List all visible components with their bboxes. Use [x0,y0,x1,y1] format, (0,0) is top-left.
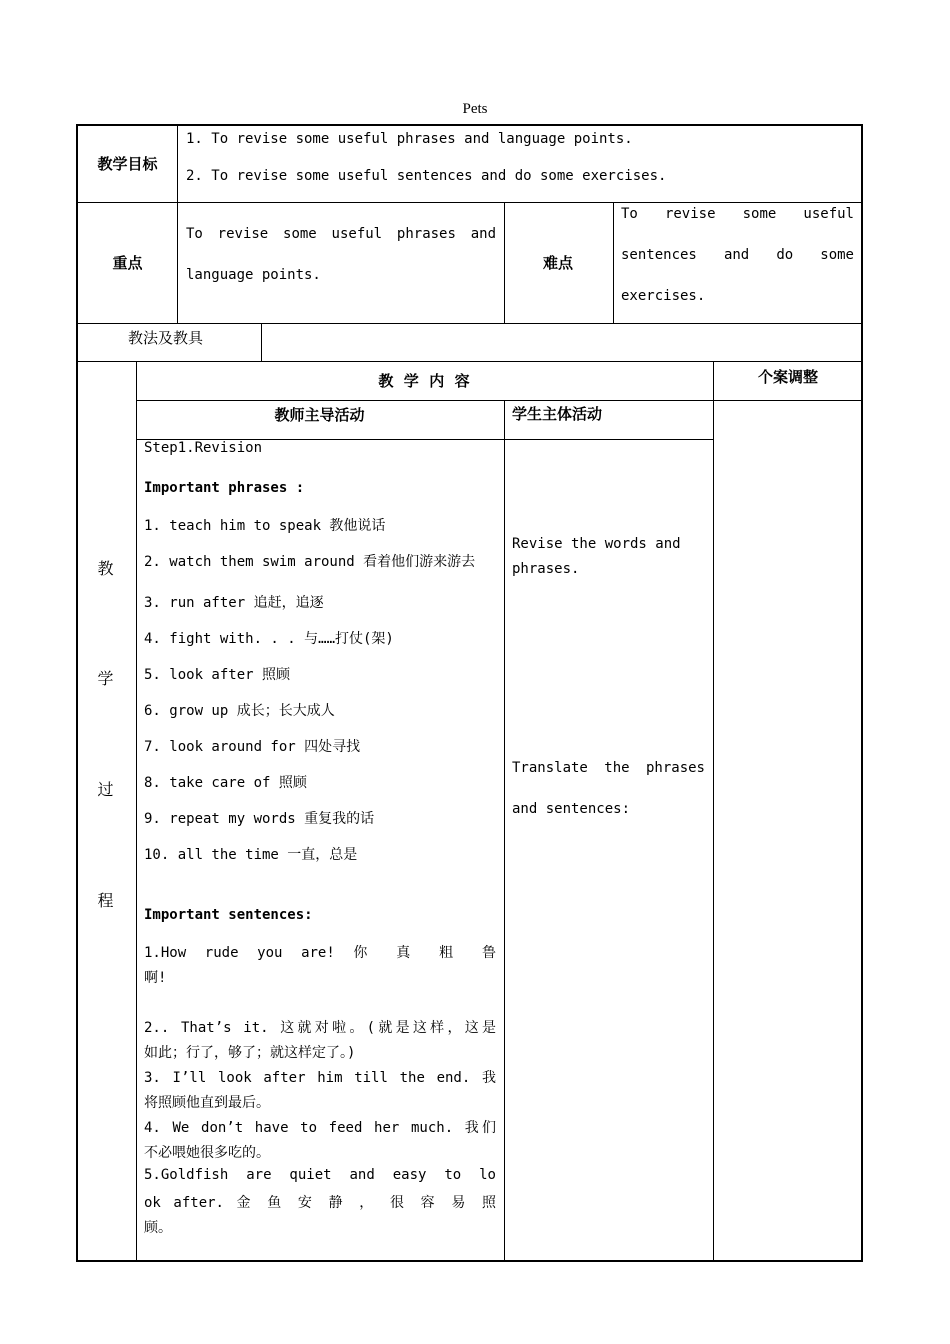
phrase-item: 2. watch them swim around 看着他们游来游去 [144,554,476,570]
sentence-line: 不必喂她很多吃的。 [144,1145,270,1161]
student-activity-line: phrases. [512,561,580,577]
sentence-line: 如此；行了，够了；就这样定了。) [144,1045,356,1061]
key-points-line: To revise some useful phrases and [186,226,496,242]
student-activity-line: Revise the words and [512,536,681,552]
sentences-title: Important sentences: [144,907,313,923]
difficulties-label: 难点 [542,253,573,272]
phrase-item: 5. look after 照顾 [144,667,291,683]
adjust-header: 个案调整 [757,367,818,386]
key-points-content [186,202,496,322]
sentence-line: 啊! [144,970,167,986]
sentence-line: 将照顾他直到最后。 [144,1095,270,1111]
process-label-char: 程 [97,891,114,910]
phrase-item: 10. all the time 一直，总是 [144,847,358,863]
objective-item: 2. To revise some useful sentences and do some exercises. [186,168,667,184]
objectives-label: 教学目标 [97,155,158,173]
phrase-item: 9. repeat my words 重复我的话 [144,811,375,827]
phrase-item: 4. fight with. . . 与……打仗(架) [144,631,394,647]
difficulties-line: sentences and do some [621,247,854,263]
phrase-item: 6. grow up 成长；长大成人 [144,703,335,719]
process-label-char: 过 [97,780,114,799]
methods-value [268,327,848,347]
phrase-item: 1. teach him to speak 教他说话 [144,518,386,534]
teacher-activities [144,440,496,1255]
key-points-label: 重点 [112,253,143,272]
student-activity-line: Translate the phrases [512,760,705,776]
difficulties-line: To revise some useful [621,206,854,222]
student-activity-line: and sentences: [512,801,631,817]
step-title: Step1.Revision [144,440,263,456]
page-title: Pets [462,101,488,117]
student-activities [512,440,705,1255]
phrase-item: 8. take care of 照顾 [144,775,307,791]
process-label-char: 学 [97,669,114,688]
student-header: 学生主体活动 [512,405,603,423]
objective-item: 1. To revise some useful phrases and language points. [186,131,633,147]
phrase-item: 7. look around for 四处寻找 [144,739,361,755]
key-points-line: language points. [186,267,321,283]
sentence-line: 2.. That’s it. 这就对啦。(就是这样，这是 [144,1020,496,1036]
process-label-char: 教 [97,559,114,578]
sentence-line: 5.Goldfish are quiet and easy to lo [144,1167,496,1183]
content-header: 教 学 内 容 [378,371,470,390]
sentence-line: 4. We don’t have to feed her much. 我们 [144,1120,496,1136]
sentence-line: ok after. 金 鱼 安 静 ， 很 容 易 照 [144,1195,496,1211]
sentence-line: 顾。 [144,1220,172,1236]
teacher-header: 教师主导活动 [274,405,365,424]
objectives-list [186,126,856,201]
phrase-item: 3. run after 追赶，追逐 [144,595,324,611]
difficulties-content [621,202,854,322]
sentence-line: 3. I’ll look after him till the end. 我 [144,1070,496,1086]
sentence-line: 1.How rude you are! 你 真 粗 鲁 [144,945,496,961]
methods-label: 教法及教具 [128,329,204,347]
phrases-title: Important phrases : [144,480,305,496]
difficulties-line: exercises. [621,288,706,304]
